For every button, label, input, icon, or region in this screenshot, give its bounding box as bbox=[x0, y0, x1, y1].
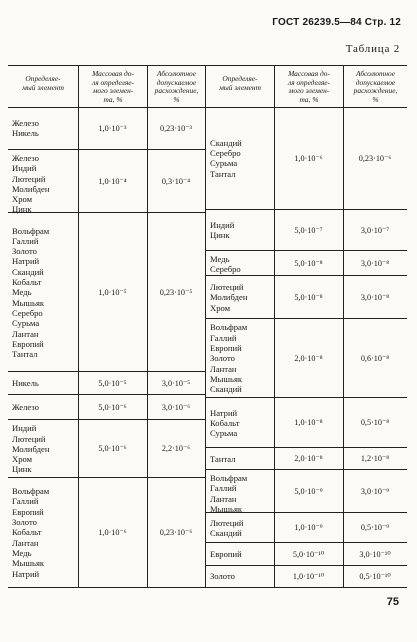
element-name: Хром bbox=[12, 194, 33, 205]
element-name: Кобальт bbox=[12, 527, 42, 538]
deviation-value: 0,5·10⁻⁹ bbox=[360, 523, 390, 532]
mass-fraction-value: 5,0·10⁻⁹ bbox=[294, 486, 323, 496]
element-names bbox=[210, 473, 247, 514]
page-number: 75 bbox=[386, 596, 399, 608]
deviation-value: 3,0·10⁻⁸ bbox=[360, 292, 390, 302]
element-name: Тантал bbox=[210, 168, 236, 179]
element-name: Европий bbox=[12, 506, 44, 517]
element-name: Лютеций bbox=[210, 282, 244, 293]
element-names bbox=[210, 282, 247, 313]
deviation-value: 3,0·10⁻⁵ bbox=[161, 378, 191, 388]
col-header-mass: Массовая до- ля определяе- мого элемен- та, % bbox=[287, 69, 330, 104]
element-name: Галлий bbox=[210, 483, 237, 494]
element-names bbox=[210, 571, 235, 581]
deviation-value: 2,2·10⁻⁶ bbox=[161, 444, 191, 453]
element-names bbox=[210, 408, 240, 439]
table-row bbox=[206, 107, 407, 210]
element-name: Лантан bbox=[210, 363, 237, 374]
element-names bbox=[12, 378, 39, 388]
deviation-value: 3,0·10⁻¹⁰ bbox=[359, 549, 391, 559]
table-row bbox=[206, 251, 407, 276]
mass-fraction-value: 5,0·10⁻⁵ bbox=[98, 378, 127, 388]
element-name: Скандий bbox=[210, 137, 242, 148]
element-name: Сурьма bbox=[210, 428, 238, 439]
table-row bbox=[206, 319, 407, 398]
col-header-deviation: Абсолютное допускаемое расхождение, % bbox=[154, 69, 199, 104]
table-left-half bbox=[8, 65, 205, 588]
table-header-row bbox=[8, 66, 205, 108]
element-name: Лютеций bbox=[12, 173, 46, 184]
element-name: Золото bbox=[210, 571, 235, 582]
element-name: Молибден bbox=[210, 292, 248, 303]
element-name: Хром bbox=[12, 454, 33, 465]
element-names bbox=[12, 486, 49, 579]
element-names bbox=[210, 322, 247, 394]
table-row bbox=[206, 210, 407, 251]
element-name: Серебро bbox=[210, 264, 241, 275]
col-header-element: Определяе- мый элемент bbox=[219, 74, 261, 92]
deviation-value: 0,3·10⁻⁴ bbox=[161, 176, 191, 186]
element-names bbox=[12, 402, 39, 412]
element-name: Скандий bbox=[210, 527, 242, 538]
element-name: Галлий bbox=[210, 332, 237, 343]
element-name: Индий bbox=[210, 220, 235, 231]
mass-fraction-value: 1,0·10⁻¹⁰ bbox=[292, 571, 325, 581]
element-name: Скандий bbox=[210, 384, 242, 395]
element-name: Серебро bbox=[210, 148, 241, 159]
element-name: Европий bbox=[210, 343, 242, 354]
table-row bbox=[8, 478, 205, 586]
element-name: Тантал bbox=[12, 349, 38, 360]
element-name: Лантан bbox=[12, 537, 39, 548]
deviation-value: 0,23·10⁻⁵ bbox=[159, 287, 193, 297]
element-name: Молибден bbox=[12, 183, 50, 194]
element-name: Вольфрам bbox=[12, 225, 50, 236]
table-row bbox=[8, 107, 205, 150]
table-title: Таблица 2 bbox=[345, 43, 400, 55]
col-header-deviation: Абсолютное допускаемое расхождение, % bbox=[353, 69, 398, 104]
mass-fraction-value: 5,0·10⁻⁶ bbox=[98, 444, 127, 453]
deviation-value: 1,2·10⁻⁸ bbox=[360, 454, 390, 463]
element-name: Цинк bbox=[12, 464, 32, 475]
element-name: Железо bbox=[12, 402, 39, 413]
mass-fraction-value: 1,0·10⁻⁴ bbox=[98, 176, 127, 186]
mass-fraction-value: 1,0·10⁻⁸ bbox=[294, 418, 323, 427]
element-name: Хром bbox=[210, 302, 231, 313]
element-name: Индий bbox=[12, 423, 37, 434]
deviation-value: 0,23·10⁻⁶ bbox=[159, 527, 193, 537]
element-name: Европий bbox=[210, 549, 242, 560]
deviation-value: 3,0·10⁻⁷ bbox=[360, 225, 390, 235]
table-row bbox=[8, 372, 205, 395]
element-name: Лантан bbox=[210, 493, 237, 504]
element-name: Вольфрам bbox=[12, 486, 50, 497]
element-name: Лютеций bbox=[12, 433, 46, 444]
mass-fraction-value: 5,0·10⁻⁸ bbox=[294, 258, 323, 268]
mass-fraction-value: 1,0·10⁻⁵ bbox=[98, 287, 127, 297]
table-row bbox=[8, 420, 205, 478]
deviation-value: 0,6·10⁻⁸ bbox=[360, 353, 390, 363]
element-name: Мышьяк bbox=[210, 373, 243, 384]
element-name: Сурьма bbox=[210, 158, 238, 169]
element-names bbox=[210, 138, 242, 179]
element-names bbox=[210, 518, 244, 539]
deviation-value: 0,5·10⁻¹⁰ bbox=[359, 571, 391, 581]
element-names bbox=[210, 454, 236, 464]
table-row bbox=[206, 398, 407, 448]
element-name: Лютеций bbox=[210, 517, 244, 528]
deviation-value: 3,0·10⁻⁹ bbox=[360, 486, 390, 496]
col-header-mass: Массовая до- ля определяе- мого элемен- та, % bbox=[91, 69, 134, 104]
element-name: Медь bbox=[12, 547, 32, 558]
element-names bbox=[210, 254, 241, 275]
element-name: Никель bbox=[12, 128, 39, 139]
deviation-value: 3,0·10⁻⁸ bbox=[360, 258, 390, 268]
element-name: Натрий bbox=[12, 568, 40, 579]
element-name: Тантал bbox=[210, 453, 236, 464]
deviation-value: 3,0·10⁻⁶ bbox=[161, 402, 191, 412]
mass-fraction-value: 1,0·10⁻⁶ bbox=[294, 153, 323, 163]
element-name: Натрий bbox=[210, 407, 238, 418]
element-name: Мышьяк bbox=[12, 297, 45, 308]
element-name: Сурьма bbox=[12, 318, 40, 329]
mass-fraction-value: 1,0·10⁻³ bbox=[98, 123, 127, 133]
element-name: Кобальт bbox=[210, 417, 240, 428]
table-row bbox=[206, 276, 407, 319]
table-row bbox=[8, 150, 205, 213]
col-header-element: Определяе- мый элемент bbox=[22, 74, 64, 92]
element-name: Лантан bbox=[12, 328, 39, 339]
element-name: Вольфрам bbox=[210, 473, 248, 483]
deviation-value: 0,23·10⁻³ bbox=[159, 123, 193, 133]
element-name: Цинк bbox=[210, 230, 230, 241]
element-names bbox=[12, 153, 49, 215]
table-row bbox=[8, 213, 205, 372]
element-names bbox=[12, 118, 39, 139]
data-table bbox=[8, 65, 406, 586]
table-row bbox=[206, 470, 407, 513]
element-name: Никель bbox=[12, 378, 39, 389]
table-header-row bbox=[206, 66, 407, 108]
element-names bbox=[12, 226, 49, 360]
element-name: Вольфрам bbox=[210, 322, 248, 333]
element-name: Молибден bbox=[12, 443, 50, 454]
element-name: Европий bbox=[12, 338, 44, 349]
deviation-value: 0,23·10⁻⁶ bbox=[358, 153, 392, 163]
element-name: Медь bbox=[210, 254, 230, 264]
mass-fraction-value: 1,0·10⁻⁶ bbox=[98, 527, 127, 537]
mass-fraction-value: 5,0·10⁻⁸ bbox=[294, 292, 323, 302]
mass-fraction-value: 2,0·10⁻⁸ bbox=[294, 454, 323, 463]
element-name: Железо bbox=[12, 153, 39, 163]
table-row bbox=[206, 543, 407, 566]
element-name: Мышьяк bbox=[210, 503, 243, 514]
mass-fraction-value: 5,0·10⁻¹⁰ bbox=[292, 549, 325, 559]
element-name: Железо bbox=[12, 118, 39, 129]
element-name: Цинк bbox=[12, 204, 32, 215]
element-name: Медь bbox=[12, 287, 32, 298]
element-name: Галлий bbox=[12, 235, 39, 246]
mass-fraction-value: 1,0·10⁻⁹ bbox=[294, 523, 323, 532]
element-names bbox=[12, 423, 49, 474]
element-name: Серебро bbox=[12, 307, 43, 318]
page-header: ГОСТ 26239.5—84 Стр. 12 bbox=[272, 17, 401, 28]
table-right-half bbox=[205, 65, 407, 588]
element-name: Натрий bbox=[12, 256, 40, 267]
element-name: Кобальт bbox=[12, 277, 42, 288]
element-name: Мышьяк bbox=[12, 558, 45, 569]
mass-fraction-value: 5,0·10⁻⁷ bbox=[294, 225, 323, 235]
element-name: Галлий bbox=[12, 496, 39, 507]
mass-fraction-value: 5,0·10⁻⁶ bbox=[98, 402, 127, 412]
deviation-value: 0,5·10⁻⁸ bbox=[360, 418, 390, 427]
element-name: Скандий bbox=[12, 266, 44, 277]
element-name: Индий bbox=[12, 163, 37, 174]
element-names bbox=[210, 220, 234, 241]
mass-fraction-value: 2,0·10⁻⁸ bbox=[294, 353, 323, 363]
element-name: Золото bbox=[12, 517, 37, 528]
element-name: Золото bbox=[210, 353, 235, 364]
table-row bbox=[8, 395, 205, 420]
table-row bbox=[206, 566, 407, 586]
element-names bbox=[210, 549, 242, 559]
element-name: Золото bbox=[12, 246, 37, 257]
table-row bbox=[206, 448, 407, 470]
table-row bbox=[206, 513, 407, 543]
